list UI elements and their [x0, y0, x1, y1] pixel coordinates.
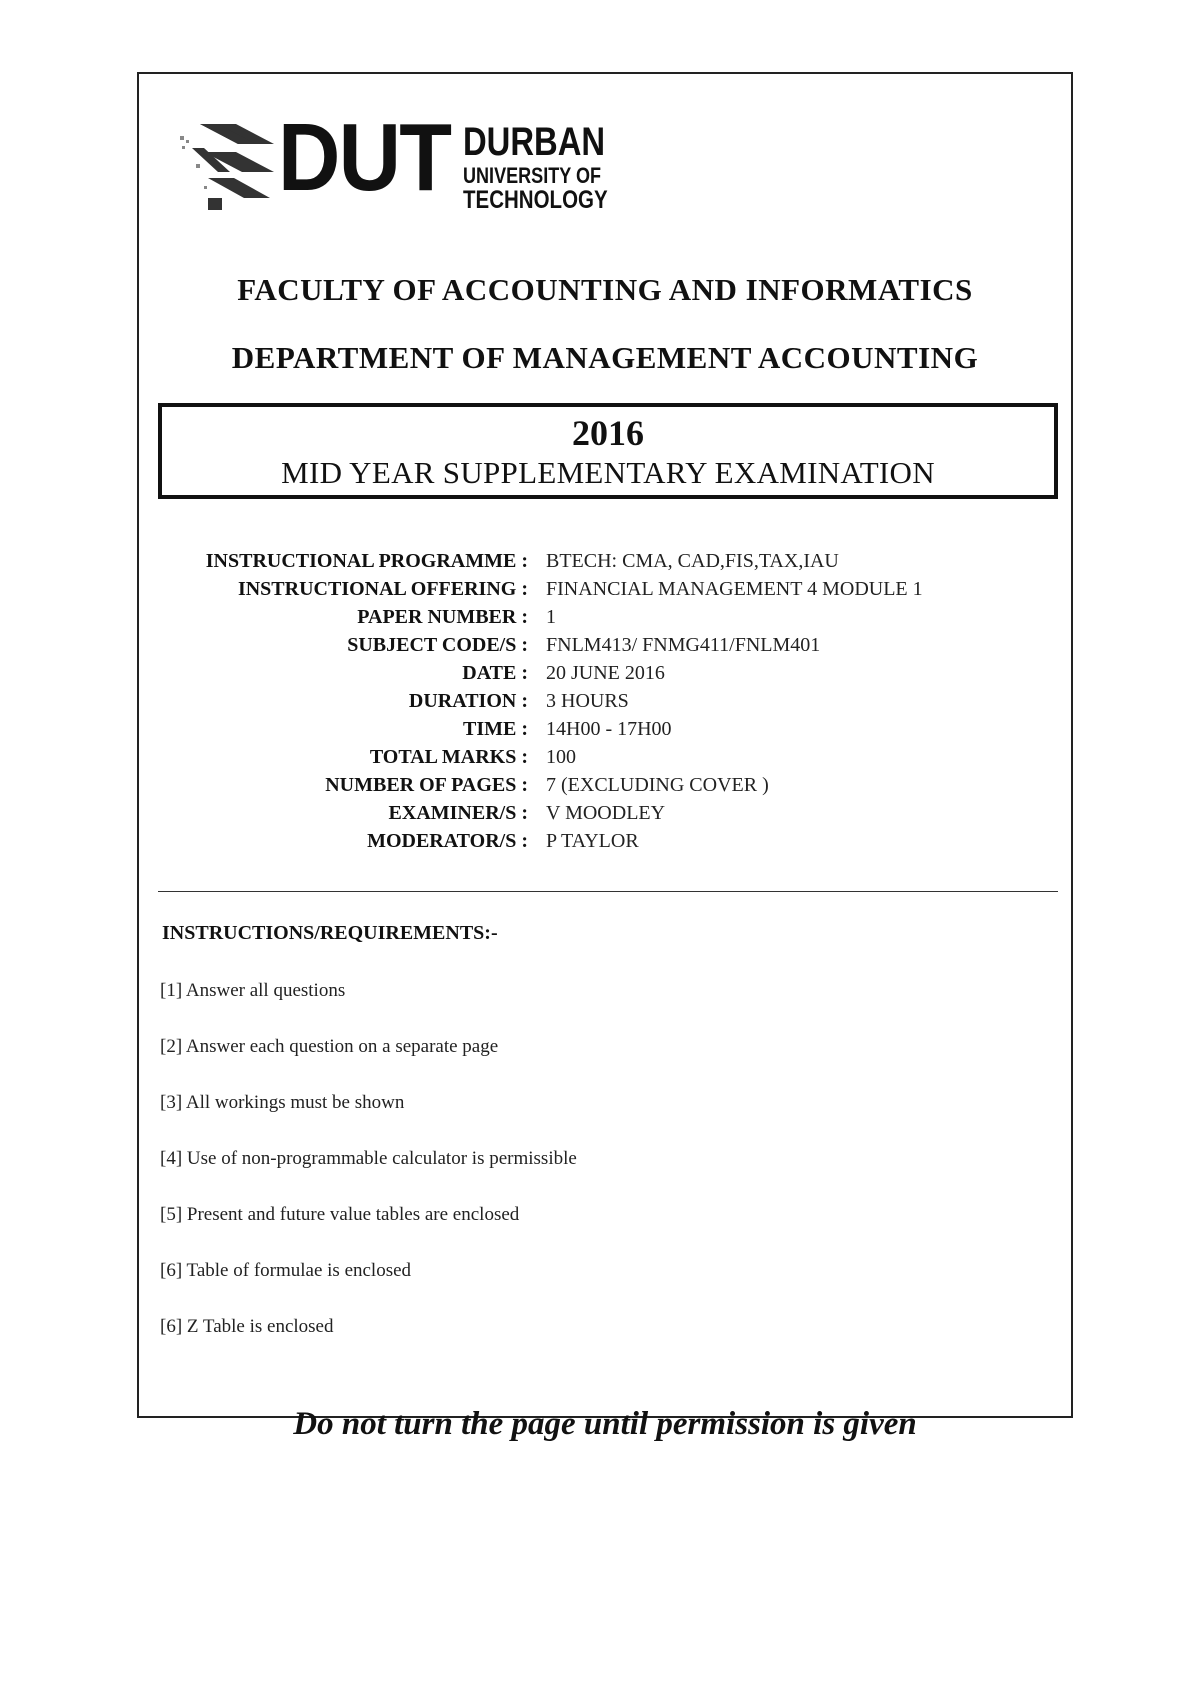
university-logo	[178, 104, 638, 218]
detail-row	[0, 550, 1200, 578]
instruction-item: [2] Answer each question on a separate page	[160, 1036, 499, 1057]
detail-label: INSTRUCTIONAL PROGRAMME :	[205, 550, 528, 572]
detail-row	[0, 606, 1200, 634]
detail-value: 14H00 - 17H00	[546, 718, 672, 740]
detail-value: 100	[546, 746, 576, 768]
detail-row	[0, 830, 1200, 858]
detail-label: NUMBER OF PAGES :	[325, 774, 528, 796]
detail-value: V MOODLEY	[546, 802, 666, 824]
detail-row	[0, 746, 1200, 774]
detail-value: 20 JUNE 2016	[546, 662, 665, 684]
exam-title-box	[158, 403, 1058, 499]
detail-row	[0, 634, 1200, 662]
instruction-item: [1] Answer all questions	[160, 980, 346, 1001]
detail-value: 3 HOURS	[546, 690, 629, 712]
logo-mark: DUT	[278, 104, 451, 211]
logo-name-line: TECHNOLOGY	[463, 186, 608, 214]
divider	[158, 891, 1058, 892]
detail-value: FINANCIAL MANAGEMENT 4 MODULE 1	[546, 578, 923, 600]
detail-label: TOTAL MARKS :	[369, 746, 528, 768]
detail-value: 1	[546, 606, 556, 628]
department-heading: DEPARTMENT OF MANAGEMENT ACCOUNTING	[231, 340, 979, 375]
detail-label: INSTRUCTIONAL OFFERING :	[237, 578, 528, 600]
detail-row	[0, 578, 1200, 606]
detail-label: DATE :	[462, 662, 528, 684]
exam-title: MID YEAR SUPPLEMENTARY EXAMINATION	[281, 455, 935, 490]
detail-label: TIME :	[463, 718, 528, 740]
detail-label: SUBJECT CODE/S :	[347, 634, 528, 656]
detail-value: BTECH: CMA, CAD,FIS,TAX,IAU	[546, 550, 839, 572]
detail-label: DURATION :	[408, 690, 528, 712]
logo-name-line: DURBAN	[463, 120, 606, 164]
logo-name	[463, 122, 639, 213]
instruction-item: [5] Present and future value tables are enclosed	[160, 1204, 520, 1225]
instruction-item: [3] All workings must be shown	[160, 1092, 405, 1113]
detail-value: 7 (EXCLUDING COVER )	[546, 774, 769, 796]
detail-label: MODERATOR/S :	[367, 830, 528, 852]
detail-row	[0, 690, 1200, 718]
instructions-heading: INSTRUCTIONS/REQUIREMENTS:-	[162, 922, 498, 944]
detail-value: FNLM413/ FNMG411/FNLM401	[546, 634, 821, 656]
detail-row	[0, 718, 1200, 746]
chevron-logo-icon	[178, 118, 278, 218]
detail-row	[0, 662, 1200, 690]
detail-row	[0, 774, 1200, 802]
instruction-item: [6] Table of formulae is enclosed	[160, 1260, 412, 1281]
faculty-heading: FACULTY OF ACCOUNTING AND INFORMATICS	[237, 272, 973, 307]
permission-notice: Do not turn the page until permission is given	[293, 1406, 917, 1442]
detail-label: EXAMINER/S :	[388, 802, 528, 824]
detail-row	[0, 802, 1200, 830]
instruction-item: [4] Use of non-programmable calculator is permissible	[160, 1148, 577, 1169]
exam-year: 2016	[572, 413, 644, 453]
detail-label: PAPER NUMBER :	[357, 606, 528, 628]
logo-name-line: UNIVERSITY OF	[463, 163, 602, 188]
instruction-item: [6] Z Table is enclosed	[160, 1316, 334, 1337]
detail-value: P TAYLOR	[546, 830, 639, 852]
